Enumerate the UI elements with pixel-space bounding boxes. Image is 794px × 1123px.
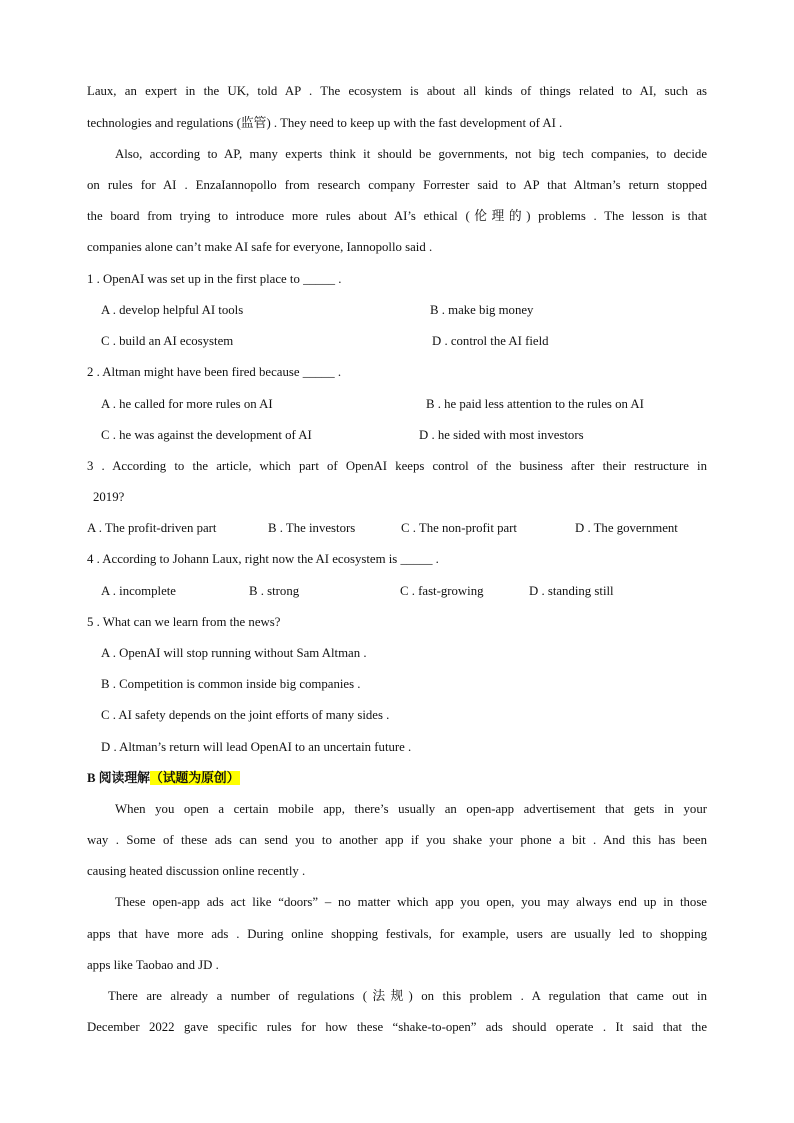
question-1-option-a: A . develop helpful AI tools (101, 303, 244, 317)
paragraph-line: technologies and regulations (监管) . They need to keep up with the fast development of AI . (87, 116, 563, 130)
section-b-heading (87, 770, 240, 786)
paragraph-line: companies alone can’t make AI safe for everyone, Iannopollo said . (87, 240, 433, 254)
question-5-option-c: C . AI safety depends on the joint efforts of many sides . (101, 708, 390, 722)
paragraph-line: Also, according to AP, many experts think it should be governments, not big tech companies, to decide (115, 147, 707, 161)
question-1-option-c: C . build an AI ecosystem (101, 334, 234, 348)
paragraph-line: the board from trying to introduce more rules about AI’s ethical (伦理的) problems . The lesson is that (87, 209, 707, 223)
paragraph-line: When you open a certain mobile app, there’s usually an open-app advertisement that gets in your (115, 802, 707, 816)
question-1-option-b: B . make big money (430, 303, 534, 317)
question-4-option-b: B . strong (249, 584, 300, 598)
question-4-option-c: C . fast-growing (400, 584, 484, 598)
question-4-option-d: D . standing still (529, 584, 614, 598)
question-2-stem: 2 . Altman might have been fired because _____ . (87, 365, 342, 379)
section-b-original-tag: （试题为原创） (149, 771, 240, 785)
question-2-option-b: B . he paid less attention to the rules on AI (426, 397, 644, 411)
question-3-stem: 3 . According to the article, which part of OpenAI keeps control of the business after their restructure in (87, 459, 707, 473)
question-5-stem: 5 . What can we learn from the news? (87, 615, 281, 629)
question-3-option-b: B . The investors (268, 521, 356, 535)
question-3-option-d: D . The government (575, 521, 678, 535)
paragraph-line: December 2022 gave specific rules for how these “shake-to-open” ads should operate . It said that the (87, 1020, 707, 1034)
question-4-stem: 4 . According to Johann Laux, right now the AI ecosystem is _____ . (87, 552, 439, 566)
paragraph-line: causing heated discussion online recently . (87, 864, 306, 878)
paragraph-line: These open-app ads act like “doors” – no matter which app you open, you may always end up in those (115, 895, 707, 909)
section-b-title: B 阅读理解 (87, 771, 150, 785)
question-3-option-a: A . The profit-driven part (87, 521, 217, 535)
question-3-stem-continued: 2019? (93, 490, 125, 504)
question-2-option-a: A . he called for more rules on AI (101, 397, 273, 411)
paragraph-line: apps like Taobao and JD . (87, 958, 219, 972)
question-1-stem: 1 . OpenAI was set up in the first place to _____ . (87, 272, 342, 286)
question-2-option-c: C . he was against the development of AI (101, 428, 312, 442)
paragraph-line: Laux, an expert in the UK, told AP . The ecosystem is about all kinds of things related to AI, such as (87, 84, 707, 98)
question-5-option-b: B . Competition is common inside big companies . (101, 677, 361, 691)
question-5-option-a: A . OpenAI will stop running without Sam Altman . (101, 646, 367, 660)
question-3-option-c: C . The non-profit part (401, 521, 517, 535)
paragraph-line: apps that have more ads . During online shopping festivals, for example, users are usually led to shopping (87, 927, 707, 941)
paragraph-line: on rules for AI . EnzaIannopollo from research company Forrester said to AP that Altman’s return stopped (87, 178, 707, 192)
question-5-option-d: D . Altman’s return will lead OpenAI to an uncertain future . (101, 740, 412, 754)
paragraph-line: There are already a number of regulations (法规) on this problem . A regulation that came out in (108, 989, 707, 1003)
paragraph-line: way . Some of these ads can send you to another app if you shake your phone a bit . And this has been (87, 833, 707, 847)
question-1-option-d: D . control the AI field (432, 334, 549, 348)
question-4-option-a: A . incomplete (101, 584, 176, 598)
question-2-option-d: D . he sided with most investors (419, 428, 584, 442)
